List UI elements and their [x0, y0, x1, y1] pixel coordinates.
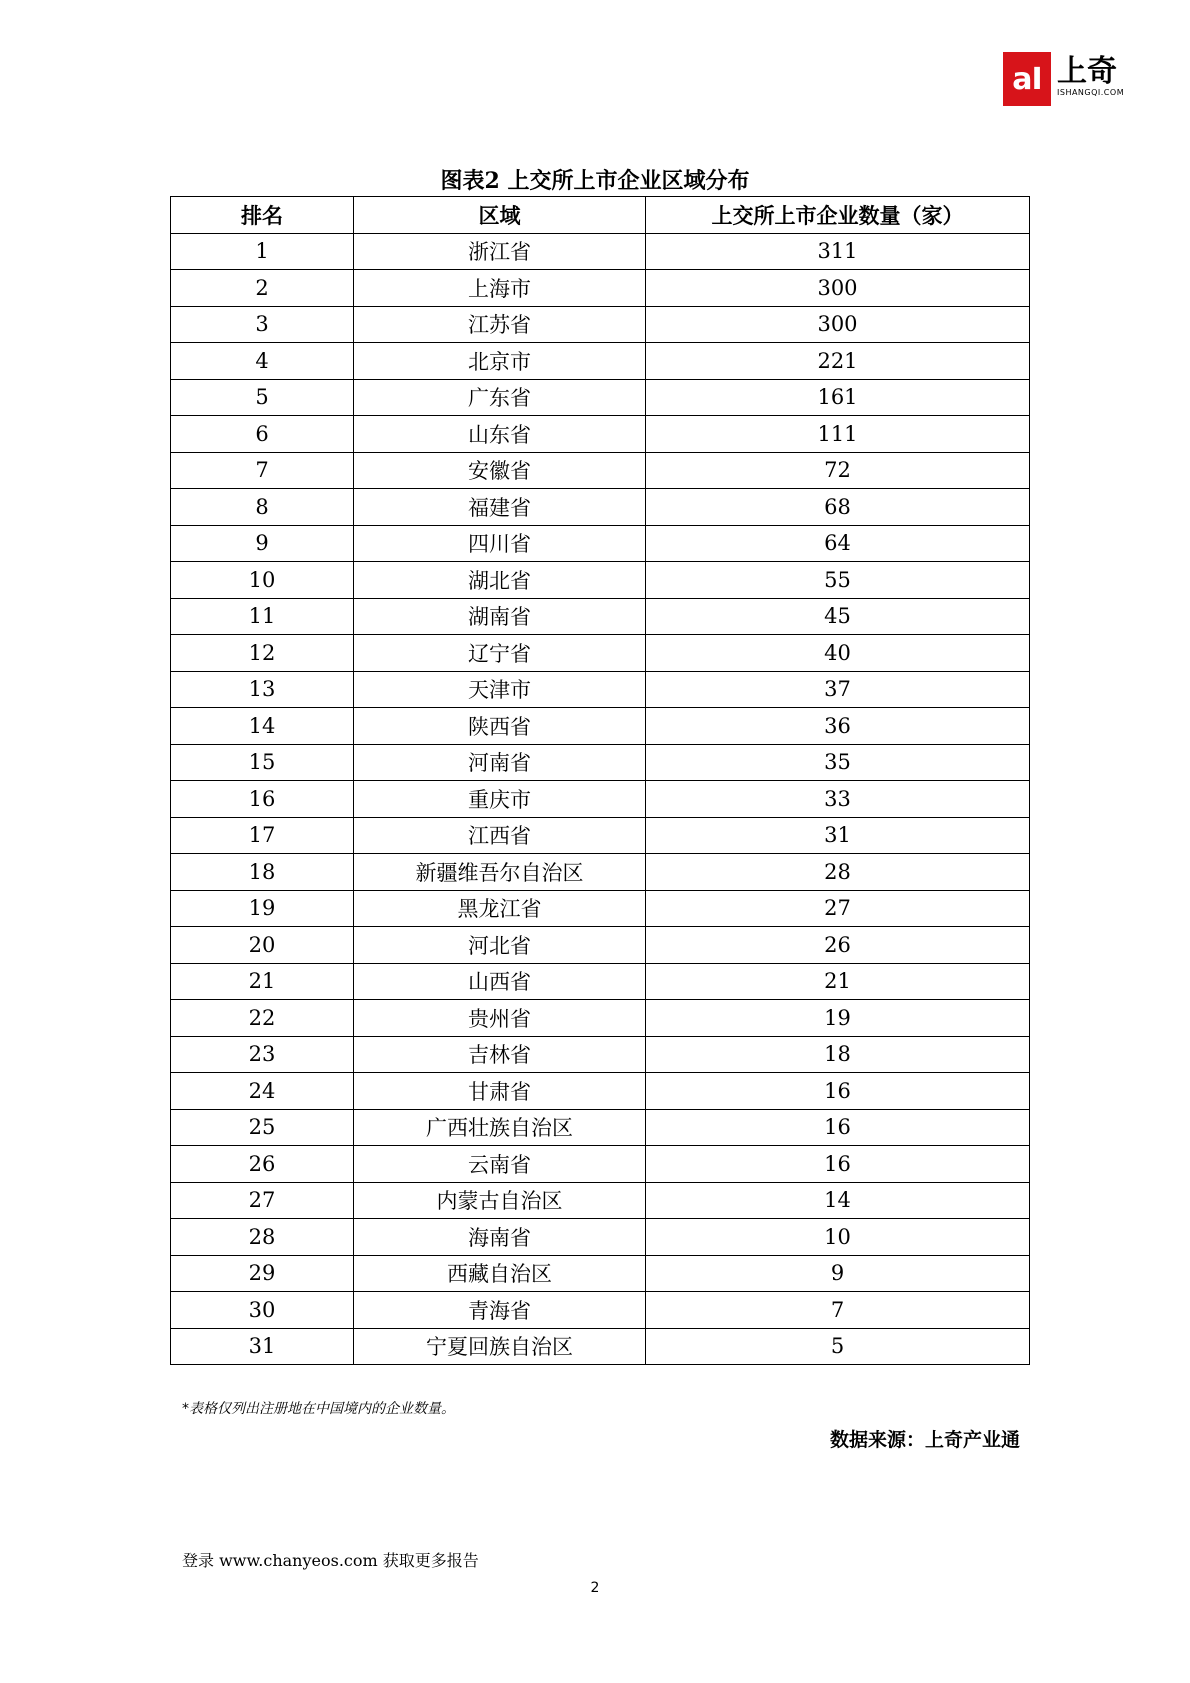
cell-rank: 16	[171, 781, 354, 818]
cell-rank: 10	[171, 562, 354, 599]
header-count: 上交所上市企业数量（家）	[646, 197, 1030, 234]
cell-region: 天津市	[354, 671, 646, 708]
cell-count: 40	[646, 635, 1030, 672]
table-row	[171, 1073, 1030, 1110]
cell-region: 浙江省	[354, 233, 646, 270]
cell-rank: 13	[171, 671, 354, 708]
cell-region: 广东省	[354, 379, 646, 416]
cell-count: 10	[646, 1219, 1030, 1256]
cell-rank: 25	[171, 1109, 354, 1146]
logo-mark: aI	[1003, 52, 1051, 106]
cell-count: 16	[646, 1146, 1030, 1183]
cell-rank: 7	[171, 452, 354, 489]
cell-region: 海南省	[354, 1219, 646, 1256]
cell-count: 221	[646, 343, 1030, 380]
cell-region: 北京市	[354, 343, 646, 380]
header-region: 区域	[354, 197, 646, 234]
cell-rank: 17	[171, 817, 354, 854]
cell-count: 72	[646, 452, 1030, 489]
table-row	[171, 890, 1030, 927]
table-row	[171, 1328, 1030, 1365]
cell-region: 福建省	[354, 489, 646, 526]
table-row	[171, 671, 1030, 708]
table-row	[171, 525, 1030, 562]
cell-count: 33	[646, 781, 1030, 818]
table-row	[171, 598, 1030, 635]
cell-rank: 2	[171, 270, 354, 307]
cell-rank: 29	[171, 1255, 354, 1292]
cell-region: 辽宁省	[354, 635, 646, 672]
cell-count: 35	[646, 744, 1030, 781]
cell-count: 111	[646, 416, 1030, 453]
table-header-row	[171, 197, 1030, 234]
table-row	[171, 343, 1030, 380]
table-row	[171, 1036, 1030, 1073]
cell-region: 广西壮族自治区	[354, 1109, 646, 1146]
table-row	[171, 233, 1030, 270]
table-row	[171, 489, 1030, 526]
cell-rank: 20	[171, 927, 354, 964]
table-row	[171, 452, 1030, 489]
cell-rank: 21	[171, 963, 354, 1000]
cell-count: 18	[646, 1036, 1030, 1073]
cell-rank: 11	[171, 598, 354, 635]
cell-region: 陕西省	[354, 708, 646, 745]
table-row	[171, 416, 1030, 453]
cell-region: 甘肃省	[354, 1073, 646, 1110]
table-row	[171, 744, 1030, 781]
cell-count: 55	[646, 562, 1030, 599]
table-row	[171, 708, 1030, 745]
cell-count: 68	[646, 489, 1030, 526]
cell-rank: 12	[171, 635, 354, 672]
cell-count: 27	[646, 890, 1030, 927]
cell-count: 21	[646, 963, 1030, 1000]
header-rank: 排名	[171, 197, 354, 234]
cell-count: 45	[646, 598, 1030, 635]
cell-rank: 3	[171, 306, 354, 343]
cell-region: 青海省	[354, 1292, 646, 1329]
cell-rank: 22	[171, 1000, 354, 1037]
page-number: 2	[590, 1580, 600, 1596]
cell-rank: 1	[171, 233, 354, 270]
footer-link-text: 登录 www.chanyeos.com 获取更多报告	[182, 1551, 479, 1570]
table-row	[171, 1146, 1030, 1183]
cell-rank: 30	[171, 1292, 354, 1329]
cell-count: 16	[646, 1109, 1030, 1146]
cell-rank: 15	[171, 744, 354, 781]
cell-count: 7	[646, 1292, 1030, 1329]
cell-count: 31	[646, 817, 1030, 854]
table-row	[171, 1109, 1030, 1146]
table-row	[171, 635, 1030, 672]
cell-region: 宁夏回族自治区	[354, 1328, 646, 1365]
cell-region: 湖南省	[354, 598, 646, 635]
cell-region: 云南省	[354, 1146, 646, 1183]
cell-count: 300	[646, 306, 1030, 343]
brand-logo	[1003, 52, 1124, 106]
cell-region: 安徽省	[354, 452, 646, 489]
table-row	[171, 306, 1030, 343]
table-note: *表格仅列出注册地在中国境内的企业数量。	[182, 1401, 455, 1417]
table-row	[171, 1182, 1030, 1219]
table-row	[171, 379, 1030, 416]
cell-region: 吉林省	[354, 1036, 646, 1073]
cell-region: 四川省	[354, 525, 646, 562]
table-row	[171, 817, 1030, 854]
cell-count: 19	[646, 1000, 1030, 1037]
cell-rank: 6	[171, 416, 354, 453]
table-row	[171, 927, 1030, 964]
cell-count: 64	[646, 525, 1030, 562]
cell-rank: 18	[171, 854, 354, 891]
cell-region: 上海市	[354, 270, 646, 307]
cell-count: 28	[646, 854, 1030, 891]
cell-count: 14	[646, 1182, 1030, 1219]
cell-rank: 28	[171, 1219, 354, 1256]
cell-rank: 31	[171, 1328, 354, 1365]
cell-rank: 4	[171, 343, 354, 380]
cell-region: 湖北省	[354, 562, 646, 599]
cell-count: 5	[646, 1328, 1030, 1365]
data-source: 数据来源：上奇产业通	[829, 1429, 1020, 1451]
cell-rank: 24	[171, 1073, 354, 1110]
table-row	[171, 1255, 1030, 1292]
cell-count: 16	[646, 1073, 1030, 1110]
cell-count: 9	[646, 1255, 1030, 1292]
cell-region: 河南省	[354, 744, 646, 781]
table-row	[171, 854, 1030, 891]
table-row	[171, 963, 1030, 1000]
table-row	[171, 1292, 1030, 1329]
table-row	[171, 781, 1030, 818]
cell-rank: 23	[171, 1036, 354, 1073]
cell-count: 311	[646, 233, 1030, 270]
table-row	[171, 270, 1030, 307]
cell-region: 西藏自治区	[354, 1255, 646, 1292]
cell-rank: 8	[171, 489, 354, 526]
table-row	[171, 1000, 1030, 1037]
cell-region: 重庆市	[354, 781, 646, 818]
cell-rank: 19	[171, 890, 354, 927]
cell-count: 300	[646, 270, 1030, 307]
table-row	[171, 1219, 1030, 1256]
cell-region: 贵州省	[354, 1000, 646, 1037]
cell-rank: 26	[171, 1146, 354, 1183]
cell-region: 江西省	[354, 817, 646, 854]
cell-region: 河北省	[354, 927, 646, 964]
cell-count: 26	[646, 927, 1030, 964]
cell-count: 36	[646, 708, 1030, 745]
cell-region: 新疆维吾尔自治区	[354, 854, 646, 891]
cell-rank: 5	[171, 379, 354, 416]
cell-region: 山西省	[354, 963, 646, 1000]
cell-region: 黑龙江省	[354, 890, 646, 927]
cell-rank: 9	[171, 525, 354, 562]
figure-title: 图表2 上交所上市企业区域分布	[440, 168, 750, 194]
cell-count: 37	[646, 671, 1030, 708]
cell-rank: 27	[171, 1182, 354, 1219]
cell-region: 内蒙古自治区	[354, 1182, 646, 1219]
cell-rank: 14	[171, 708, 354, 745]
cell-region: 江苏省	[354, 306, 646, 343]
cell-region: 山东省	[354, 416, 646, 453]
regional-distribution-table	[170, 196, 1030, 1365]
table-row	[171, 562, 1030, 599]
cell-count: 161	[646, 379, 1030, 416]
logo-text: 上奇 ISHANGQI.COM	[1057, 54, 1125, 97]
